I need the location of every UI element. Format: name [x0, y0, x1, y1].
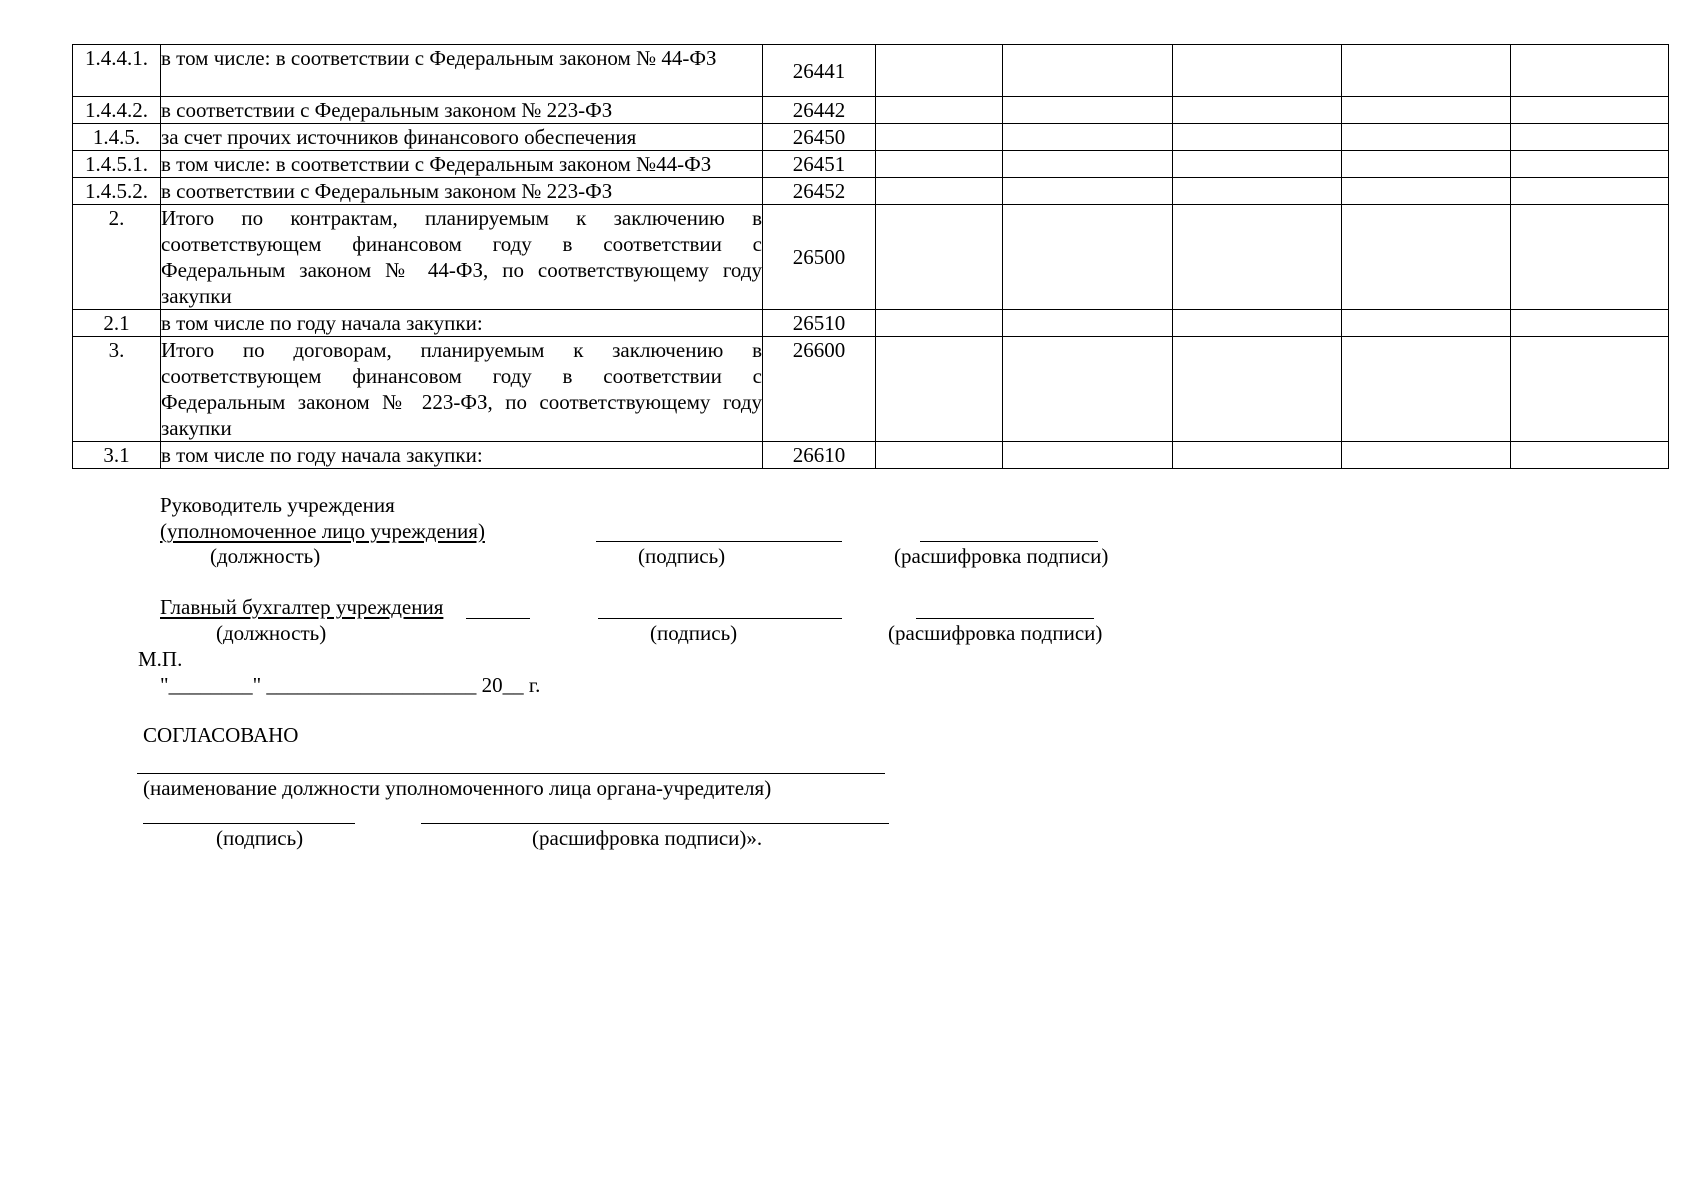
empty-cell — [1342, 124, 1511, 151]
row-name: в том числе: в соответствии с Федеральным законом №44-ФЗ — [161, 151, 763, 178]
empty-cell — [1173, 151, 1342, 178]
empty-cell — [1173, 178, 1342, 205]
row-name: в соответствии с Федеральным законом № 223-ФЗ — [161, 178, 763, 205]
table-row — [73, 337, 1669, 442]
table-row — [73, 310, 1669, 337]
empty-cell — [1173, 205, 1342, 310]
row-number: 1.4.5. — [73, 124, 161, 151]
head-subtitle: (уполномоченное лицо учреждения) — [160, 519, 485, 543]
head-position-caption: (должность) — [210, 544, 321, 568]
procurement-table — [72, 44, 1669, 469]
founder-signature-line — [143, 823, 355, 824]
empty-cell — [1173, 124, 1342, 151]
empty-cell — [1342, 97, 1511, 124]
empty-cell — [1511, 124, 1669, 151]
chief-accountant-title: Главный бухгалтер учреждения — [160, 595, 444, 619]
row-number: 3. — [73, 337, 161, 442]
table-row — [73, 97, 1669, 124]
row-number: 1.4.5.1. — [73, 151, 161, 178]
head-title: Руководитель учреждения — [160, 493, 395, 517]
empty-cell — [1511, 337, 1669, 442]
row-code: 26442 — [763, 97, 876, 124]
row-name: в том числе по году начала закупки: — [161, 310, 763, 337]
founder-position-caption: (наименование должности уполномоченного лица органа-учредителя) — [143, 776, 772, 800]
empty-cell — [1003, 151, 1173, 178]
row-code: 26451 — [763, 151, 876, 178]
head-decoding-caption: (расшифровка подписи) — [894, 544, 1109, 568]
row-code: 26441 — [763, 45, 876, 97]
empty-cell — [1003, 97, 1173, 124]
approved-label: СОГЛАСОВАНО — [143, 723, 299, 747]
row-code: 26600 — [763, 337, 876, 442]
empty-cell — [876, 151, 1003, 178]
empty-cell — [1511, 45, 1669, 97]
row-number: 1.4.5.2. — [73, 178, 161, 205]
row-name: за счет прочих источников финансового обеспечения — [161, 124, 763, 151]
founder-position-line — [137, 773, 885, 774]
empty-cell — [876, 310, 1003, 337]
date-line: "________" ____________________ 20__ г. — [160, 673, 541, 697]
table-row — [73, 151, 1669, 178]
row-name: Итого по договорам, планируемым к заключению в соответствующем финансовом году в соответствии с Федеральным законом № 223-ФЗ, по соответствующему году закупки — [161, 338, 762, 440]
row-code: 26452 — [763, 178, 876, 205]
row-name: в соответствии с Федеральным законом № 223-ФЗ — [161, 97, 763, 124]
chief-signature-caption: (подпись) — [650, 621, 738, 645]
row-name: Итого по контрактам, планируемым к заключению в соответствующем финансовом году в соответствии с Федеральным законом № 44-ФЗ, по соответствующему году закупки — [161, 206, 762, 308]
table-row — [73, 442, 1669, 469]
empty-cell — [1173, 97, 1342, 124]
empty-cell — [1511, 442, 1669, 469]
row-name: в том числе по году начала закупки: — [161, 442, 763, 469]
chief-position-caption: (должность) — [216, 621, 327, 645]
chief-decoding-caption: (расшифровка подписи) — [888, 621, 1103, 645]
empty-cell — [1342, 337, 1511, 442]
empty-cell — [1342, 205, 1511, 310]
chief-decoding-line — [916, 618, 1094, 619]
empty-cell — [876, 442, 1003, 469]
head-signature-caption: (подпись) — [638, 544, 726, 568]
empty-cell — [1003, 310, 1173, 337]
head-signature-line — [596, 541, 842, 542]
founder-decoding-caption: (расшифровка подписи)». — [532, 826, 763, 850]
empty-cell — [1511, 97, 1669, 124]
empty-cell — [1342, 178, 1511, 205]
empty-cell — [1173, 337, 1342, 442]
empty-cell — [1003, 178, 1173, 205]
empty-cell — [876, 337, 1003, 442]
empty-cell — [876, 45, 1003, 97]
empty-cell — [1511, 310, 1669, 337]
empty-cell — [1003, 337, 1173, 442]
empty-cell — [1173, 45, 1342, 97]
row-code: 26510 — [763, 310, 876, 337]
row-number: 1.4.4.1. — [73, 45, 161, 97]
chief-signature-line — [598, 618, 842, 619]
row-code: 26500 — [763, 205, 876, 310]
row-code: 26610 — [763, 442, 876, 469]
empty-cell — [1173, 310, 1342, 337]
row-number: 1.4.4.2. — [73, 97, 161, 124]
empty-cell — [1342, 151, 1511, 178]
row-code: 26450 — [763, 124, 876, 151]
empty-cell — [876, 97, 1003, 124]
empty-cell — [1003, 442, 1173, 469]
chief-accountant-underline — [466, 618, 530, 619]
row-number: 2.1 — [73, 310, 161, 337]
row-number: 3.1 — [73, 442, 161, 469]
table-row — [73, 124, 1669, 151]
empty-cell — [876, 124, 1003, 151]
empty-cell — [1511, 178, 1669, 205]
row-number: 2. — [73, 205, 161, 310]
empty-cell — [1173, 442, 1342, 469]
empty-cell — [1003, 45, 1173, 97]
empty-cell — [1342, 45, 1511, 97]
table-row — [73, 45, 1669, 97]
row-name: в том числе: в соответствии с Федеральным законом № 44-ФЗ — [161, 45, 763, 97]
empty-cell — [1003, 205, 1173, 310]
empty-cell — [876, 205, 1003, 310]
head-decoding-line — [920, 541, 1098, 542]
stamp-label: М.П. — [138, 647, 183, 671]
founder-signature-caption: (подпись) — [216, 826, 304, 850]
empty-cell — [1342, 310, 1511, 337]
empty-cell — [1342, 442, 1511, 469]
empty-cell — [1003, 124, 1173, 151]
table-row — [73, 178, 1669, 205]
empty-cell — [1511, 205, 1669, 310]
empty-cell — [1511, 151, 1669, 178]
table-row — [73, 205, 1669, 310]
founder-decoding-line — [421, 823, 889, 824]
empty-cell — [876, 178, 1003, 205]
